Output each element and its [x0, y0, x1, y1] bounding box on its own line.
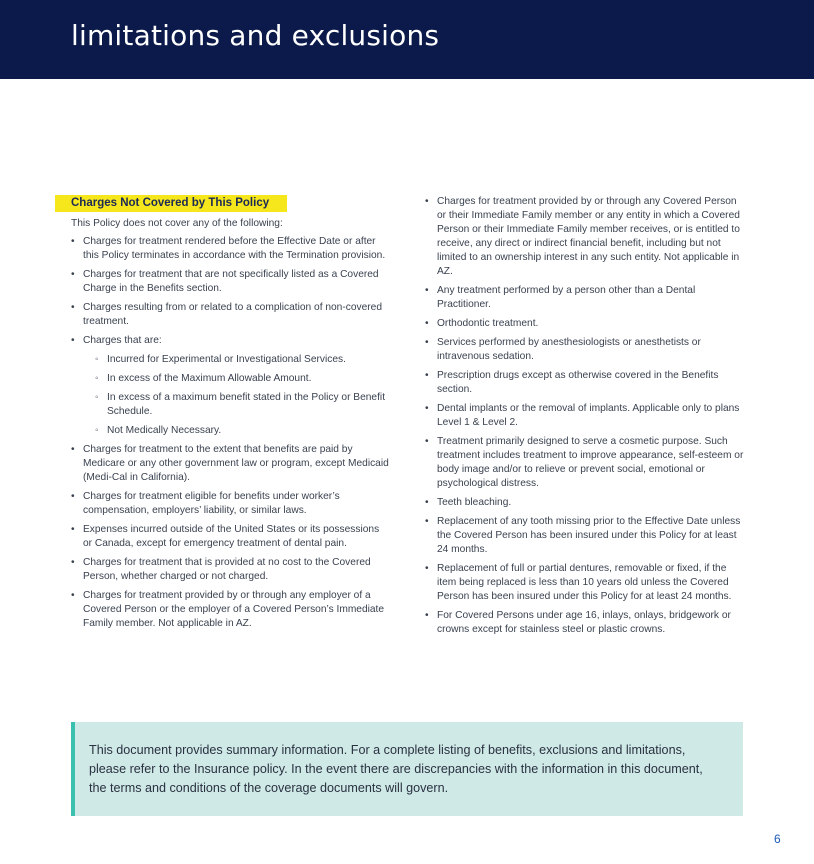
- section-heading: Charges Not Covered by This Policy: [55, 195, 287, 212]
- sub-list-item: ◦ Not Medically Necessary.: [83, 424, 391, 438]
- list-item: • Charges resulting from or related to a complication of non-covered treatment.: [71, 301, 391, 329]
- exclusions-list-right: [425, 195, 745, 637]
- disclaimer-box: [71, 722, 743, 816]
- list-item-label: Charges that are:: [83, 335, 162, 346]
- list-item: • Charges for treatment that are not specifically listed as a Covered Charge in the Benefits section.: [71, 268, 391, 296]
- list-item: • Charges for treatment provided by or through any Covered Person or their Immediate Family member or any entity in which a Covered Person or their Immediate Family member receives, or is entitled to receive, any direct or indirect financial benefit, including but not limited to an ownership interest in any such entity. Not applicable in AZ.: [425, 195, 745, 279]
- left-column: [71, 195, 391, 636]
- list-item: • Treatment primarily designed to serve a cosmetic purpose. Such treatment includes treatment to improve appearance, self-esteem or body image and/or to relieve or prevent social, emotional or psychological distress.: [425, 435, 745, 491]
- list-item: • Replacement of any tooth missing prior to the Effective Date unless the Covered Person has been insured under this Policy for at least 24 months.: [425, 515, 745, 557]
- sub-list: [83, 353, 391, 438]
- list-item: • Replacement of full or partial dentures, removable or fixed, if the item being replaced is less than 10 years old unless the Covered Person has been insured under this Policy for at least 24 months.: [425, 562, 745, 604]
- list-item: • Expenses incurred outside of the United States or its possessions or Canada, except for emergency treatment of dental pain.: [71, 523, 391, 551]
- list-item: • Charges for treatment rendered before the Effective Date or after this Policy terminates in accordance with the Termination provision.: [71, 235, 391, 263]
- right-column: [425, 195, 745, 642]
- disclaimer-text: This document provides summary information. For a complete listing of benefits, exclusions and limitations, please refer to the Insurance policy. In the event there are discrepancies with the information in this document, the terms and conditions of the coverage documents will govern.: [89, 743, 703, 795]
- list-item: • Services performed by anesthesiologists or anesthetists or intravenous sedation.: [425, 336, 745, 364]
- list-item: • Dental implants or the removal of implants. Applicable only to plans Level 1 & Level 2.: [425, 402, 745, 430]
- list-item: • For Covered Persons under age 16, inlays, onlays, bridgework or crowns except for stainless steel or plastic crowns.: [425, 609, 745, 637]
- sub-list-item: ◦ In excess of a maximum benefit stated in the Policy or Benefit Schedule.: [83, 391, 391, 419]
- page-number: 6: [774, 832, 781, 846]
- sub-list-item: ◦ Incurred for Experimental or Investigational Services.: [83, 353, 391, 367]
- list-item: • Charges for treatment eligible for benefits under worker’s compensation, employers’ liability, or similar laws.: [71, 490, 391, 518]
- list-item: • Charges for treatment provided by or through any employer of a Covered Person or the employer of a Covered Person’s Immediate Family member. Not applicable in AZ.: [71, 589, 391, 631]
- list-item-with-sublist: [71, 334, 391, 438]
- list-item: • Prescription drugs except as otherwise covered in the Benefits section.: [425, 369, 745, 397]
- list-item: • Teeth bleaching.: [425, 496, 745, 510]
- exclusions-list-left: [71, 235, 391, 631]
- list-item: • Charges for treatment that is provided at no cost to the Covered Person, whether charged or not charged.: [71, 556, 391, 584]
- header-banner: [0, 0, 814, 79]
- list-item: • Any treatment performed by a person other than a Dental Practitioner.: [425, 284, 745, 312]
- section-intro: This Policy does not cover any of the following:: [71, 218, 283, 229]
- page-title: limitations and exclusions: [71, 19, 440, 52]
- sub-list-item: ◦ In excess of the Maximum Allowable Amount.: [83, 372, 391, 386]
- list-item: • Charges for treatment to the extent that benefits are paid by Medicare or any other government law or program, except Medicaid (Medi-Cal in California).: [71, 443, 391, 485]
- list-item: • Orthodontic treatment.: [425, 317, 745, 331]
